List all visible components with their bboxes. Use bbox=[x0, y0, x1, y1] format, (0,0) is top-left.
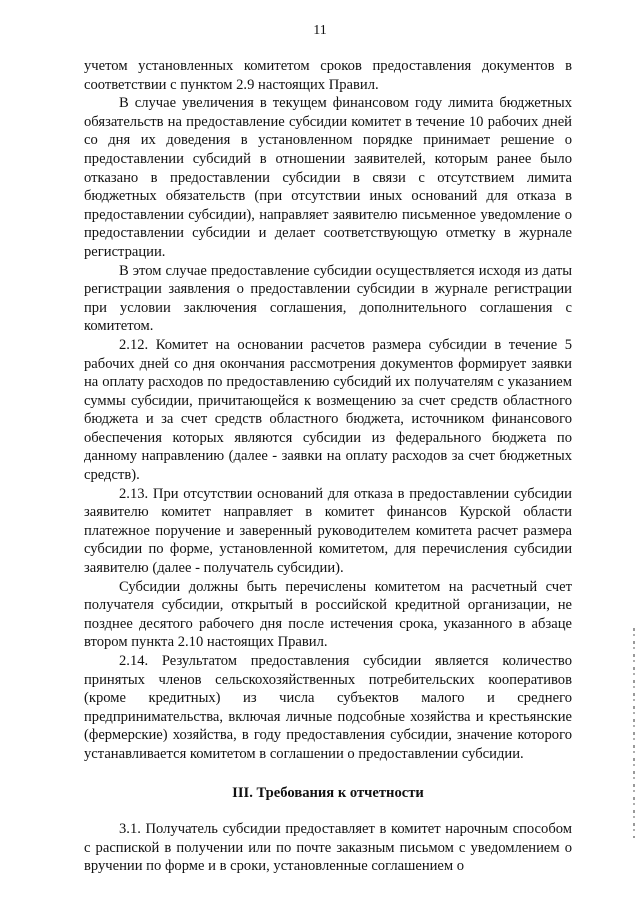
page-number: 11 bbox=[313, 23, 327, 38]
paragraph-subsidy-transfer: Субсидии должны быть перечислены комитетом на расчетный счет получателя субсидии, открытый в российской кредитной организации, не позднее десятого рабочего дня после истечения срока, указанного в абзаце втором пункта 2.10 настоящих Правил. bbox=[84, 578, 572, 651]
paragraph-2-14: 2.14. Результатом предоставления субсидии является количество принятых членов сельскохозяйственных потребительских кооперативов (кроме кредитных) из числа субъектов малого и среднего предпринимательства, включая личные подсобные хозяйства и крестьянские (фермерские) хозяйства, в году предоставления субсидии, значение которого устанавливается комитетом в соглашении о предоставлении субсидии. bbox=[84, 653, 572, 762]
paragraph-budget-limit-increase: В случае увеличения в текущем финансовом году лимита бюджетных обязательств на предоставление субсидии комитет в течение 10 рабочих дней со дня их доведения в установленном порядке принимает решение о предоставлении субсидий в отношении заявителей, которым ранее было отказано в предоставлении субсидии в связи с отсутствием лимита бюджетных обязательств (при отсутствии иных оснований для отказа в предоставлении субсидии), направляет заявителю письменное уведомление о предоставлении субсидии и делает соответствующую отметку в журнале регистрации. bbox=[84, 95, 572, 260]
scan-edge-mark bbox=[633, 628, 635, 838]
paragraph-2-12: 2.12. Комитет на основании расчетов размера субсидии в течение 5 рабочих дней со дня окончания рассмотрения документов формирует заявки на оплату расходов по предоставлению субсидий их получателям с указанием суммы субсидии, причитающейся к возмещению за счет средств областного бюджета и за счет средств областного бюджета, источником финансового обеспечения которых являются субсидии из федерального бюджета по данному направлению (далее - заявки на оплату расходов за счет бюджетных средств). bbox=[84, 336, 572, 484]
section-heading: III. Требования к отчетности bbox=[232, 784, 424, 801]
paragraph-2-13: 2.13. При отсутствии оснований для отказа в предоставлении субсидии заявителю комитет направляет в комитет финансов Курской области платежное поручение и заверенный руководителем комитета расчет размера субсидии по форме, установленной комитетом, для перечисления субсидии заявителю (далее - получатель субсидии). bbox=[84, 485, 572, 577]
paragraph-continuation: учетом установленных комитетом сроков предоставления документов в соответствии с пунктом 2.9 настоящих Правил. bbox=[84, 58, 572, 93]
paragraph-3-1: 3.1. Получатель субсидии предоставляет в комитет нарочным способом с распиской в получении или по почте заказным письмом с уведомлением о вручении по форме и в сроки, установленные соглашением о bbox=[84, 821, 572, 875]
paragraph-registration-date: В этом случае предоставление субсидии осуществляется исходя из даты регистрации заявления о предоставлении субсидии в журнале регистрации при условии заключения соглашения, дополнительного соглашения с комитетом. bbox=[84, 262, 572, 335]
document-body bbox=[84, 57, 572, 876]
